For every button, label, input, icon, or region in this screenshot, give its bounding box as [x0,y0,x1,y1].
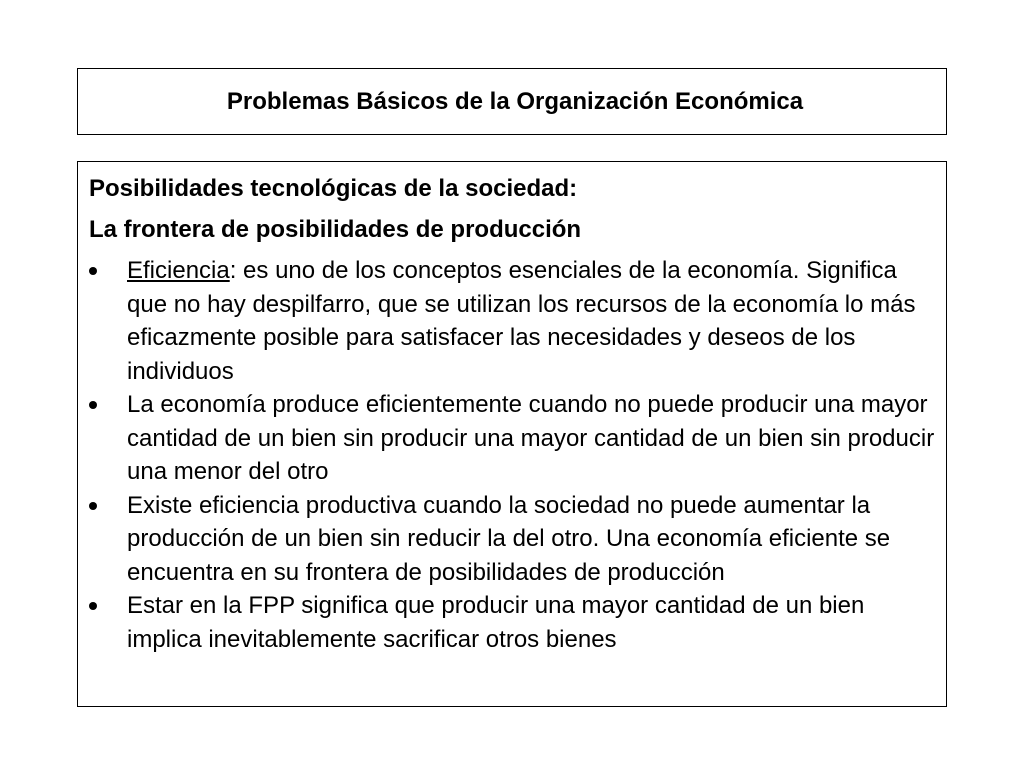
section-heading: Posibilidades tecnológicas de la sociedad: [89,175,578,202]
bullet-icon [89,401,97,409]
bullet-text: La economía produce eficientemente cuando no puede producir una mayor cantidad de un bien sin producir una mayor cantidad de un bien sin producir una menor del otro [127,391,935,485]
list-item [89,388,936,489]
list-item [89,254,936,388]
slide-title: Problemas Básicos de la Organización Económica [226,87,804,115]
bullet-text: Estar en la FPP significa que producir una mayor cantidad de un bien implica inevitablemente sacrificar otros bienes [127,592,865,653]
title-box [77,68,947,135]
section-subheading: La frontera de posibilidades de producción [89,216,582,243]
bullet-icon [89,602,97,610]
bullet-icon [89,502,97,510]
bullet-text: : es uno de los conceptos esenciales de la economía. Significa que no hay despilfarro, que se utilizan los recursos de la economía lo más eficazmente posible para satisfacer las necesidades y deseos de los individuos [127,257,916,385]
list-item [89,489,936,590]
term-eficiencia: Eficiencia [127,257,230,284]
bullet-text: Existe eficiencia productiva cuando la sociedad no puede aumentar la producción de un bien sin reducir la del otro. Una economía eficiente se encuentra en su frontera de posibilidades de producción [127,491,891,586]
bullet-list [89,254,936,656]
bullet-icon [89,267,97,275]
content-box [77,161,947,707]
list-item [89,589,936,656]
